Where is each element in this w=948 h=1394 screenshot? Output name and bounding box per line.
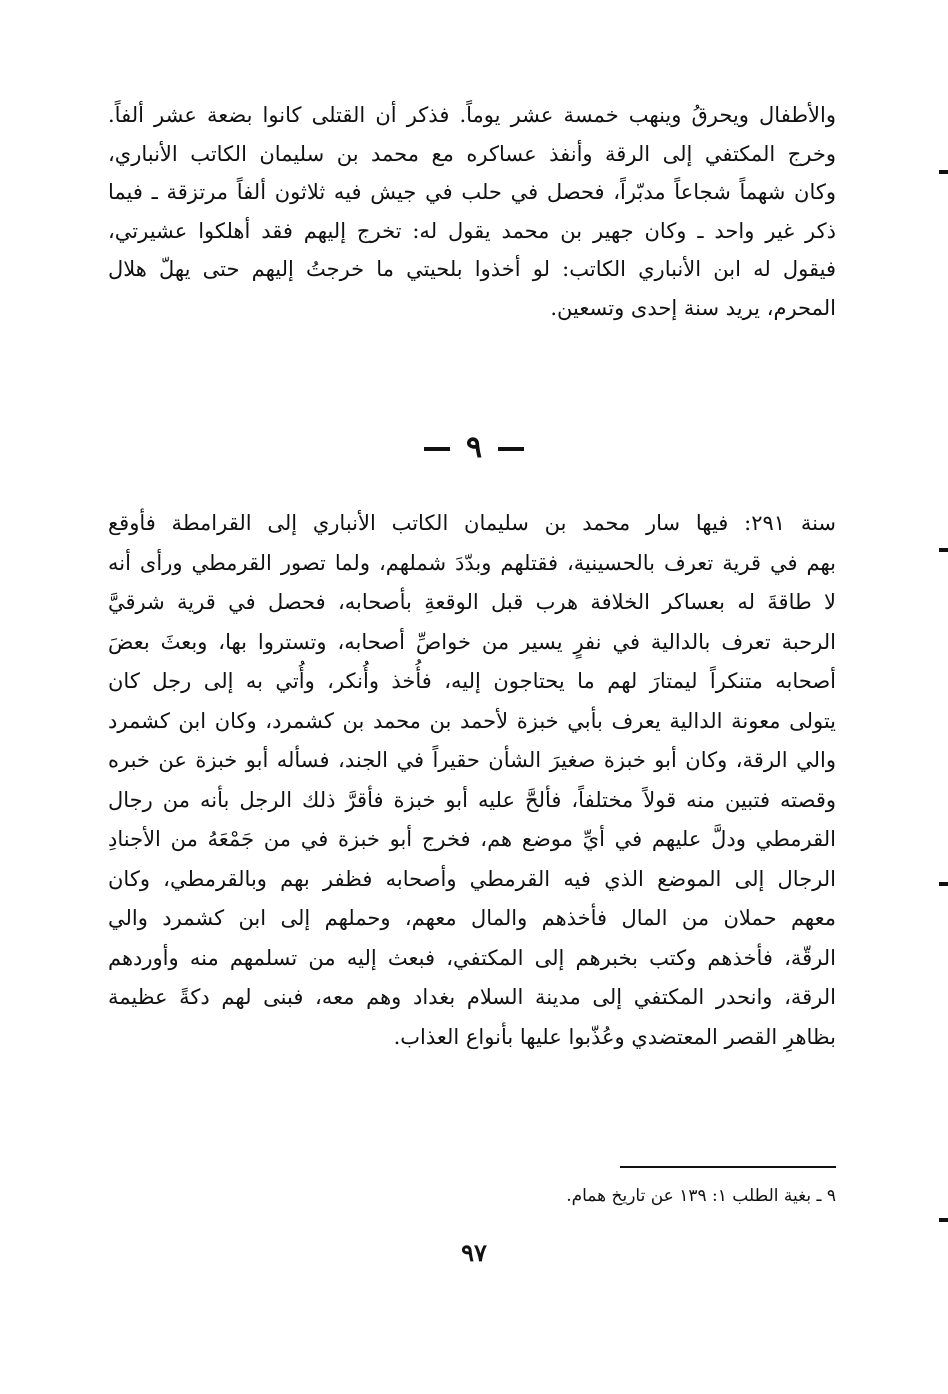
text-line: ذكر غير واحد ـ وكان جهير بن محمد يقول له: تخرج إليهم فقد أهلكوا عشيرتي، (108, 218, 836, 243)
text-line: الرحبة تعرف بالدالية في نفرٍ يسير من خواصِّ أصحابه، وتستروا بها، وبعثَ بعضَ (108, 629, 836, 654)
text-line: أصحابه متنكراً ليمتارَ لهم ما يحتاجون إليه، فأُخذ وأُنكر، وأُتي به إلى رجل كان (108, 669, 836, 693)
text-line: المحرم، يريد سنة إحدى وتسعين. (550, 295, 836, 320)
text-line: الرجال إلى الموضع الذي فيه القرمطي وأصحابه فظفر بهم وبالقرمطي، وكان (108, 866, 836, 891)
text-line: وكان شهماً شجاعاً مدبّراً، فحصل في حلب في جيش فيه ثلاثون ألفاً مرتزقة ـ فيما (108, 180, 836, 204)
text-line: والي الرقة، وكان أبو خبزة صغيرَ الشأن حقيراً في الجند، فسأله أبو خبزة عن خبره (108, 748, 836, 772)
section-heading (0, 428, 948, 468)
text-line: فيقول له ابن الأنباري الكاتب: لو أخذوا بلحيتي ما خرجتُ إليهم حتى يهلّ هلال (108, 257, 836, 281)
margin-mark (939, 1218, 948, 1222)
margin-mark (939, 548, 948, 552)
margin-mark (939, 170, 948, 174)
text-line: وخرج المكتفي إلى الرقة وأنفذ عساكره مع محمد بن سليمان الكاتب الأنباري، (108, 141, 836, 166)
section-number: ٩ (465, 430, 483, 465)
margin-mark (939, 882, 948, 886)
text-line: وقصته فتبين منه قولاً مختلفاً، فألحَّ عليه أبو خبزة فأقرَّ ذلك الرجل بأنه من رجال (108, 787, 836, 812)
text-line: يتولى معونة الدالية يعرف بأبي خبزة لأحمد بن محمد بن كشمرد، وكان ابن كشمرد (108, 708, 836, 733)
heading-dash (498, 447, 524, 451)
top-paragraph (108, 96, 836, 327)
text-line: والأطفال ويحرقُ وينهب خمسة عشر يوماً. فذكر أن القتلى كانوا بضعة عشر ألفاً. (108, 103, 836, 127)
heading-dash (424, 447, 450, 451)
main-paragraph (108, 504, 836, 1057)
text-line: الرقّة، فأخذهم وكتب بخبرهم إلى المكتفي، فبعث إليه من تسلمهم منه وأوردهم (108, 945, 836, 970)
text-line: لا طاقةَ له بعساكر الخلافة هرب قبل الوقعةِ بأصحابه، فحصل في قرية شرقيَّ (108, 590, 836, 614)
text-line: الرقة، وانحدر المكتفي إلى مدينة السلام بغداد وهم معه، فبنى لهم دكةً عظيمة (108, 985, 836, 1009)
footnote: ٩ ـ بغية الطلب ١: ١٣٩ عن تاريخ همام. (566, 1186, 836, 1206)
text-line: معهم حملان من المال فأخذهم والمال معهم، وحملهم إلى ابن كشمرد والي (108, 906, 836, 930)
text-line: القرمطي ودلَّ عليهم في أيِّ موضع هم، فخرج أبو خبزة في من جَمْعَهُ من الأجنادِ (108, 827, 836, 851)
text-line: بظاهرِ القصر المعتضدي وعُذّبوا عليها بأنواع العذاب. (393, 1024, 836, 1049)
text-line: بهم في قرية تعرف بالحسينية، فقتلهم وبدّدَ شملهم، ولما تصور القرمطي ورأى أنه (108, 550, 836, 575)
text-line: سنة ٢٩١: فيها سار محمد بن سليمان الكاتب الأنباري إلى القرامطة فأوقع (108, 511, 837, 535)
page-number: ٩٧ (461, 1238, 487, 1267)
footnote-divider (620, 1166, 836, 1168)
